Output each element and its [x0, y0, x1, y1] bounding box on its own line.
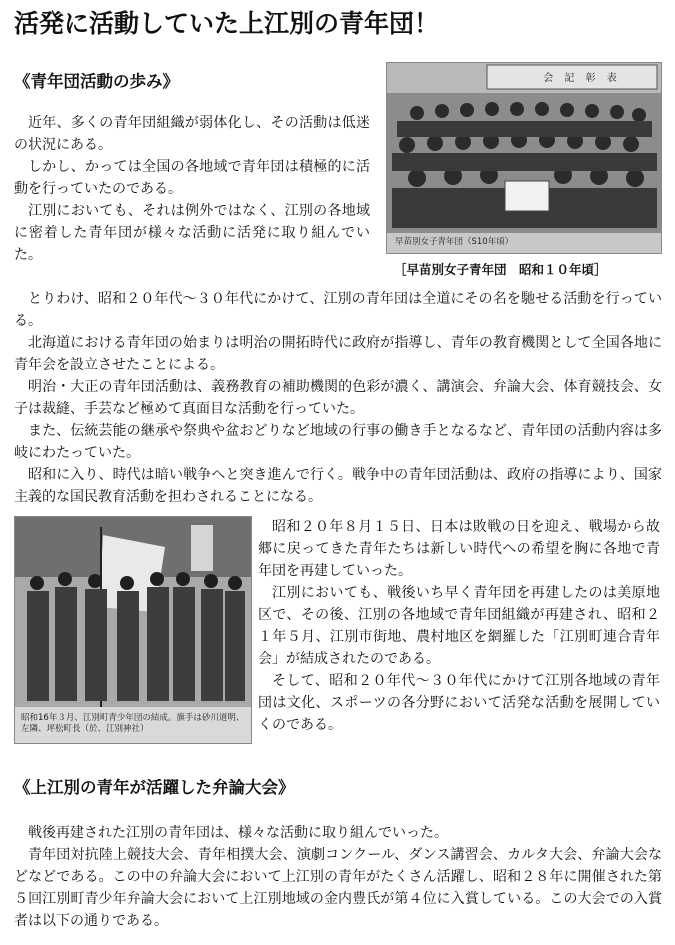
- page-title: 活発に活動していた上江別の青年団！: [14, 9, 440, 38]
- paragraph: とりわけ、昭和２０年代～３０年代にかけて、江別の青年団は全道にその名を馳せる活動を行っている。: [14, 291, 662, 329]
- paragraph: 明治・大正の青年団活動は、義務教育の補助機関的色彩が濃く、講演会、弁論大会、体育競技会、女子は裁縫、手芸など極めて真面目な活動を行っていた。: [14, 379, 662, 417]
- photo-inner-caption: 早苗別女子青年団（S10年頃）: [395, 237, 514, 247]
- history-text-block: [14, 288, 662, 508]
- postwar-text-block: [258, 516, 660, 736]
- paragraph: 昭和２０年８月１５日、日本は敗戦の日を迎え、戦場から故郷に戻ってきた青年たちは新しい時代への希望を胸に各地で青年団を再建していった。: [258, 519, 660, 579]
- paragraph: 近年、多くの青年団組織が弱体化し、その活動は低迷の状況にある。: [14, 115, 370, 153]
- paragraph: 江別においても、戦後いち早く青年団を再建したのは美原地区で、その後、江別の各地域で青年団組織が再建され、昭和２１年５月、江別市街地、農村地区を網羅した「江別町連合青年会」が結成されたのである。: [258, 585, 660, 667]
- photo-wartime-youth-group: [14, 516, 252, 744]
- paragraph: 昭和に入り、時代は暗い戦争へと突き進んで行く。戦争中の青年団活動は、政府の指導により、国家主義的な国民教育活動を担わされることになる。: [14, 467, 662, 505]
- paragraph: 青年団対抗陸上競技大会、青年相撲大会、演劇コンクール、ダンス講習会、カルタ大会、弁論大会などなどである。この中の弁論大会において上江別の青年がたくさん活躍し、昭和２８年に開催された第５回江別町青少年弁論大会において上江別地域の金内豊氏が第４位に入賞している。この大会での入賞者は以下の通りである。: [14, 847, 662, 929]
- paragraph: そして、昭和２０年代～３０年代にかけて江別各地域の青年団は文化、スポーツの各分野において活発な活動を展開していくのである。: [258, 673, 660, 733]
- paragraph: しかし、かっては全国の各地域で青年団は積極的に活動を行っていたのである。: [14, 159, 370, 197]
- speech-contest-text-block: [14, 822, 662, 932]
- section-heading-activity-history: 《青年団活動の歩み》: [14, 72, 179, 91]
- intro-text-block: [14, 112, 370, 266]
- wartime-photo-image: [15, 517, 251, 743]
- paragraph: 江別においても、それは例外ではなく、江別の各地域に密着した青年団が様々な活動に活発に取り組んでいた。: [14, 203, 370, 263]
- photo-caption: ［早苗別女子青年団 昭和１０年頃］: [394, 262, 607, 277]
- paragraph: また、伝統芸能の継承や祭典や盆おどりなど地域の行事の働き手となるなど、青年団の活動内容は多岐にわたっていた。: [14, 423, 662, 461]
- photo-inner-caption: 昭和16年３月、江別町青少年団の結成。旗手は砂川道明、左隣、坪松町長（於、江別神社）: [21, 713, 245, 734]
- paragraph: 北海道における青年団の始まりは明治の開拓時代に政府が指導し、青年の教育機関として全国各地に青年会を設立させたことによる。: [14, 335, 662, 373]
- award-banner-text: 会 記 彰 表: [543, 73, 621, 84]
- paragraph: 戦後再建された江別の青年団は、様々な活動に取り組んでいった。: [28, 825, 448, 841]
- section-heading-speech-contest: 《上江別の青年が活躍した弁論大会》: [14, 778, 295, 797]
- group-photo-image: [387, 63, 661, 253]
- photo-women-youth-group: [386, 62, 662, 254]
